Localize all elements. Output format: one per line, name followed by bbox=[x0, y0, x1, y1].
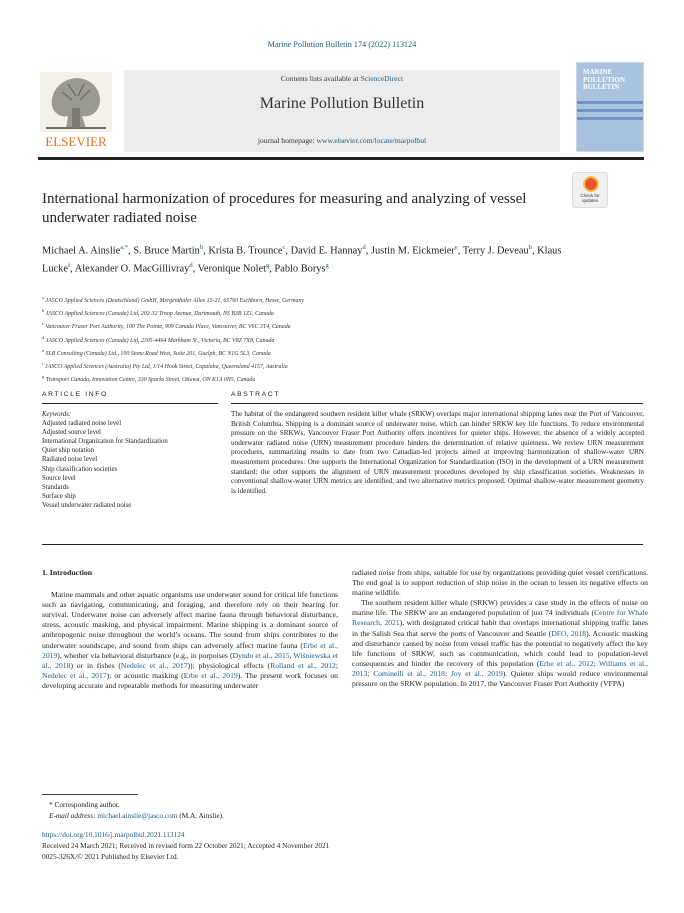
affiliation-marker[interactable]: b bbox=[528, 244, 532, 251]
author-name: S. Bruce Martin bbox=[133, 245, 200, 257]
journal-citation[interactable]: Marine Pollution Bulletin 174 (2022) 113124 bbox=[267, 40, 417, 49]
journal-banner bbox=[124, 70, 560, 152]
email-link[interactable]: michael.ainslie@jasco.com bbox=[97, 811, 178, 820]
author-separator: , bbox=[457, 245, 463, 257]
author-name: Michael A. Ainslie bbox=[42, 245, 121, 257]
article-info-heading: ARTICLE INFO bbox=[42, 391, 108, 398]
keyword-item: Adjusted source level bbox=[42, 429, 101, 437]
keyword-list bbox=[42, 419, 220, 510]
affiliation-item bbox=[42, 359, 602, 372]
corresponding-author-note: * Corresponding author. bbox=[49, 800, 120, 809]
author-name: Veronique Nolet bbox=[197, 263, 266, 275]
journal-homepage-link[interactable]: www.elsevier.com/locate/marpolbul bbox=[316, 136, 427, 145]
author-separator: , bbox=[127, 245, 134, 257]
body-text: , bbox=[289, 650, 294, 660]
body-text: ), with designated critical habit that overlaps international shipping traffic lanes in the Salish Sea that serve the ports of Vancouver and Seattle ( bbox=[352, 618, 648, 638]
doi-link[interactable]: https://doi.org/10.1016/j.marpolbul.2021.113124 bbox=[42, 830, 185, 839]
citation-link[interactable]: Nedelec et al., 2017 bbox=[42, 670, 107, 680]
article-title: International harmonization of procedures for measuring and analyzing of vessel underwater radiated noise bbox=[42, 191, 527, 226]
article-info-divider bbox=[42, 403, 218, 404]
body-column-left bbox=[42, 568, 338, 691]
affiliation-text: JASCO Applied Sciences (Canada) Ltd, 202-32 Troop Avenue, Dartmouth, NS B3B 1Z1, Canada bbox=[45, 311, 274, 318]
citation-link[interactable]: Erbe et al., 2019 bbox=[42, 640, 338, 660]
header-divider bbox=[38, 157, 644, 160]
affiliation-marker: b bbox=[42, 308, 45, 314]
keywords-block bbox=[42, 410, 220, 510]
citation-link[interactable]: Cominelli et al., 2018 bbox=[373, 668, 445, 678]
journal-homepage-line bbox=[124, 136, 560, 145]
affiliation-item bbox=[42, 333, 602, 346]
author-separator: , bbox=[269, 263, 275, 275]
citation-link[interactable]: Erbe et al., 2019 bbox=[183, 670, 238, 680]
body-text: ), whether via behavioral disturbance (e.g., in porpoises ( bbox=[57, 650, 233, 660]
affiliation-text: Transport Canada, Innovation Centre, 330 Sparks Street, Ottawa, ON K1A 0N5, Canada bbox=[45, 377, 256, 383]
author-name: Justin M. Eickmeier bbox=[370, 245, 455, 257]
body-text: ); or acoustic masking ( bbox=[106, 670, 184, 680]
email-label: E-mail address: bbox=[49, 811, 98, 820]
affiliation-marker: g bbox=[42, 374, 45, 380]
author-name: David E. Hannay bbox=[290, 245, 363, 257]
affiliation-marker[interactable]: a,* bbox=[120, 244, 128, 251]
affiliation-list bbox=[42, 293, 602, 385]
author-name: Pablo Borys bbox=[274, 263, 326, 275]
body-text: Marine mammals and other aquatic organisms use underwater sound for critical life functions such as navigating, communicating, and foraging, and therefore rely on their hearing for survival. Underwater noise can adversely affect marine fauna through behavioral disturbance, stress, acoustic masking, and physical impairment. Marine shipping is a dominant source of anthropogenic noise throughout the world’s oceans. The sound from ships contributes to the underwater soundscape, and sound from ships can adversely affect marine fauna ( bbox=[42, 590, 338, 650]
affiliation-marker: f bbox=[42, 360, 44, 366]
affiliation-marker[interactable]: c bbox=[282, 244, 286, 251]
author-name: Krista B. Trounce bbox=[208, 245, 283, 257]
affiliation-text: JASCO Applied Sciences (Australia) Pty Ltd, 1/14 Hook Street, Capalaba, Queensland 4157, Australia bbox=[44, 363, 288, 370]
body-text: ; bbox=[367, 668, 374, 678]
abstract-divider bbox=[231, 403, 643, 404]
author-list bbox=[42, 240, 582, 277]
keyword-item: International Organization for Standardization bbox=[42, 438, 168, 446]
keyword-item: Adjusted radiated noise level bbox=[42, 420, 122, 428]
check-updates-icon bbox=[583, 176, 599, 192]
check-updates-label: Check for updates bbox=[580, 193, 600, 203]
affiliation-marker[interactable]: d bbox=[362, 244, 366, 251]
affiliation-marker[interactable]: d bbox=[189, 262, 193, 270]
affiliation-text: JASCO Applied Sciences (Canada) Ltd, 2305-4464 Markham St., Victoria, BC V8Z 7X8, Canada bbox=[45, 337, 275, 344]
cover-title: MARINE POLLUTION BULLETIN bbox=[583, 68, 626, 91]
citation-link[interactable]: Joy et al., 2019 bbox=[450, 668, 503, 678]
keyword-item: Source level bbox=[42, 474, 76, 482]
body-text: ). Acoustic masking and disturbance caused by noise from vessel traffic has the potential to negatively affect the key life functions of SRKW, such as communication, which could lead to population-level consequences and hinder the recovery of this population ( bbox=[352, 628, 649, 668]
body-text: ). The present work focuses on developing accurate and repeatable methods for measuring underwater bbox=[42, 670, 338, 690]
citation-link[interactable]: Erbe et al., 2012 bbox=[539, 658, 594, 668]
footnotes bbox=[42, 799, 542, 821]
body-text: radiated noise from ships, suitable for use by organizations providing quiet vessel certifications. The end goal is to support reduction of ship noise in the ocean to lessen its negative effects on marine wildlife. bbox=[352, 568, 648, 598]
abstract-heading: ABSTRACT bbox=[231, 391, 281, 398]
affiliation-item bbox=[42, 346, 602, 359]
abstract-text: The habitat of the endangered southern resident killer whale (SRKW) overlaps major international shipping lanes near the Port of Vancouver, British Columbia. Shipping is a dominant source of underwater noise, which can hinder SRKW key life functions. To reduce environmental pressure on the SRKWs, Vancouver Fraser Port Authority offers incentives for quieter ships. However, the absence of a widely accepted underwater radiated noise (URN) measurement procedure hinders the determination of relative quietness. We review URN measurement procedures, summarizing results to date from two Canadian-led projects aimed at improving harmonization of shallow-water URN measurement procedures: One supports the International Organization for Standardization (ISO) in the development of a URN measurement standard; the other supports the alignment of URN measurement procedures developed by ship classification societies. Weaknesses in conventional shallow-water URN metrics are identified, and two alternative metrics proposed. Optimal shallow-water measurement geometry is identified. bbox=[231, 410, 644, 495]
affiliation-marker[interactable]: f bbox=[67, 262, 71, 270]
citation-link[interactable]: Nedelec et al., 2017 bbox=[120, 660, 188, 670]
affiliation-item bbox=[42, 306, 602, 319]
author-separator: , bbox=[203, 245, 209, 257]
body-text: ) or in fishes ( bbox=[70, 660, 121, 670]
citation-link[interactable]: Williams et al., 2013 bbox=[352, 658, 648, 678]
affiliation-marker[interactable]: b bbox=[199, 244, 204, 251]
affiliation-marker: a bbox=[42, 295, 44, 300]
cover-band bbox=[577, 101, 643, 104]
affiliation-marker: c bbox=[42, 321, 44, 327]
check-for-updates-button[interactable] bbox=[572, 172, 608, 208]
body-paragraph bbox=[352, 568, 648, 598]
homepage-prefix: journal homepage: bbox=[257, 136, 317, 145]
body-text: ). Quieter ships would reduce environmental pressure on the SRKW population. In 2017, the Vancouver Fraser Port Authority (VFPA) bbox=[352, 668, 648, 689]
affiliation-marker[interactable]: e bbox=[454, 244, 458, 251]
body-paragraph bbox=[352, 598, 648, 689]
author-name: Alexander O. MacGillivray bbox=[74, 263, 190, 275]
author-name: Terry J. Deveau bbox=[462, 245, 529, 257]
email-note bbox=[42, 810, 542, 821]
keyword-item: Standards bbox=[42, 483, 69, 491]
cover-band bbox=[577, 117, 643, 120]
author-separator: , bbox=[192, 263, 198, 275]
affiliation-text: JASCO Applied Sciences (Deutschland) GmbH, Mergenthaler Allee 15-21, 65760 Eschborn, Hesse, Germany bbox=[45, 297, 305, 304]
journal-cover-thumbnail[interactable] bbox=[576, 62, 644, 152]
body-text: ; bbox=[444, 668, 451, 678]
affiliation-marker: d bbox=[42, 334, 45, 340]
body-text: ; bbox=[335, 660, 338, 670]
affiliation-text: SLR Consulting (Canada) Ltd., 100 Stone Road West, Suite 201, Guelph, BC N1G 5L3, Canada bbox=[45, 350, 271, 357]
citation-link[interactable]: Rolland et al., 2012 bbox=[270, 660, 336, 670]
body-text: ; bbox=[593, 658, 599, 668]
copyright-line: 0025-326X/© 2021 Published by Elsevier Ltd. bbox=[42, 852, 179, 861]
body-paragraph bbox=[42, 590, 338, 691]
author-separator: , bbox=[365, 245, 371, 257]
affiliation-item bbox=[42, 293, 602, 306]
keyword-item: Vessel underwater radiated noise bbox=[42, 501, 132, 509]
email-suffix: (M.A. Ainslie). bbox=[177, 811, 224, 820]
contents-available-line bbox=[124, 74, 560, 83]
body-text: The southern resident killer whale (SRKW) provides a case study in the effects of noise on marine life. The SRKW are an endangered population of just 74 individuals ( bbox=[352, 598, 648, 618]
publication-info bbox=[42, 829, 542, 862]
sciencedirect-link[interactable]: ScienceDirect bbox=[360, 74, 404, 83]
affiliation-item bbox=[42, 319, 602, 332]
keywords-label: Keywords: bbox=[42, 411, 72, 418]
section-heading: 1. Introduction bbox=[42, 568, 93, 577]
affiliation-text: Vancouver Fraser Port Authority, 100 The Pointe, 999 Canada Place, Vancouver, BC V6C 3T4, Canada bbox=[45, 324, 291, 331]
affiliation-item bbox=[42, 372, 602, 385]
elsevier-logo bbox=[38, 70, 114, 150]
citation-link[interactable]: Dyndo et al., 2015 bbox=[232, 650, 290, 660]
author-separator: , bbox=[285, 245, 291, 257]
keyword-item: Ship classification societies bbox=[42, 465, 118, 473]
affiliation-marker: e bbox=[42, 347, 44, 353]
citation-link[interactable]: Centre for Whale Research, 2021 bbox=[352, 608, 648, 628]
keyword-item: Radiated noise level bbox=[42, 456, 98, 464]
keyword-item: Surface ship bbox=[42, 492, 76, 500]
citation-link[interactable]: Wiśniewska et al., 2018 bbox=[42, 650, 338, 670]
cover-band bbox=[577, 109, 643, 112]
affiliation-marker[interactable]: g bbox=[325, 262, 329, 270]
publisher-wordmark: ELSEVIER bbox=[45, 134, 107, 149]
affiliation-marker[interactable]: g bbox=[265, 262, 270, 270]
body-column-right bbox=[352, 568, 648, 689]
author-name: Klaus Lucke bbox=[42, 245, 562, 275]
author-separator: , bbox=[70, 263, 75, 275]
contents-prefix: Contents lists available at bbox=[280, 74, 361, 83]
history-dates: Received 24 March 2021; Received in revised form 22 October 2021; Accepted 4 November 2021 bbox=[42, 841, 330, 850]
footnote-divider bbox=[42, 794, 138, 795]
journal-name: Marine Pollution Bulletin bbox=[259, 95, 425, 112]
citation-link[interactable]: DFO, 2018 bbox=[551, 628, 587, 638]
abstract-bottom-divider bbox=[42, 544, 643, 545]
author-separator: , bbox=[531, 245, 538, 257]
body-text: )); physiological effects ( bbox=[187, 660, 271, 670]
keyword-item: Quiet ship notation bbox=[42, 447, 95, 455]
